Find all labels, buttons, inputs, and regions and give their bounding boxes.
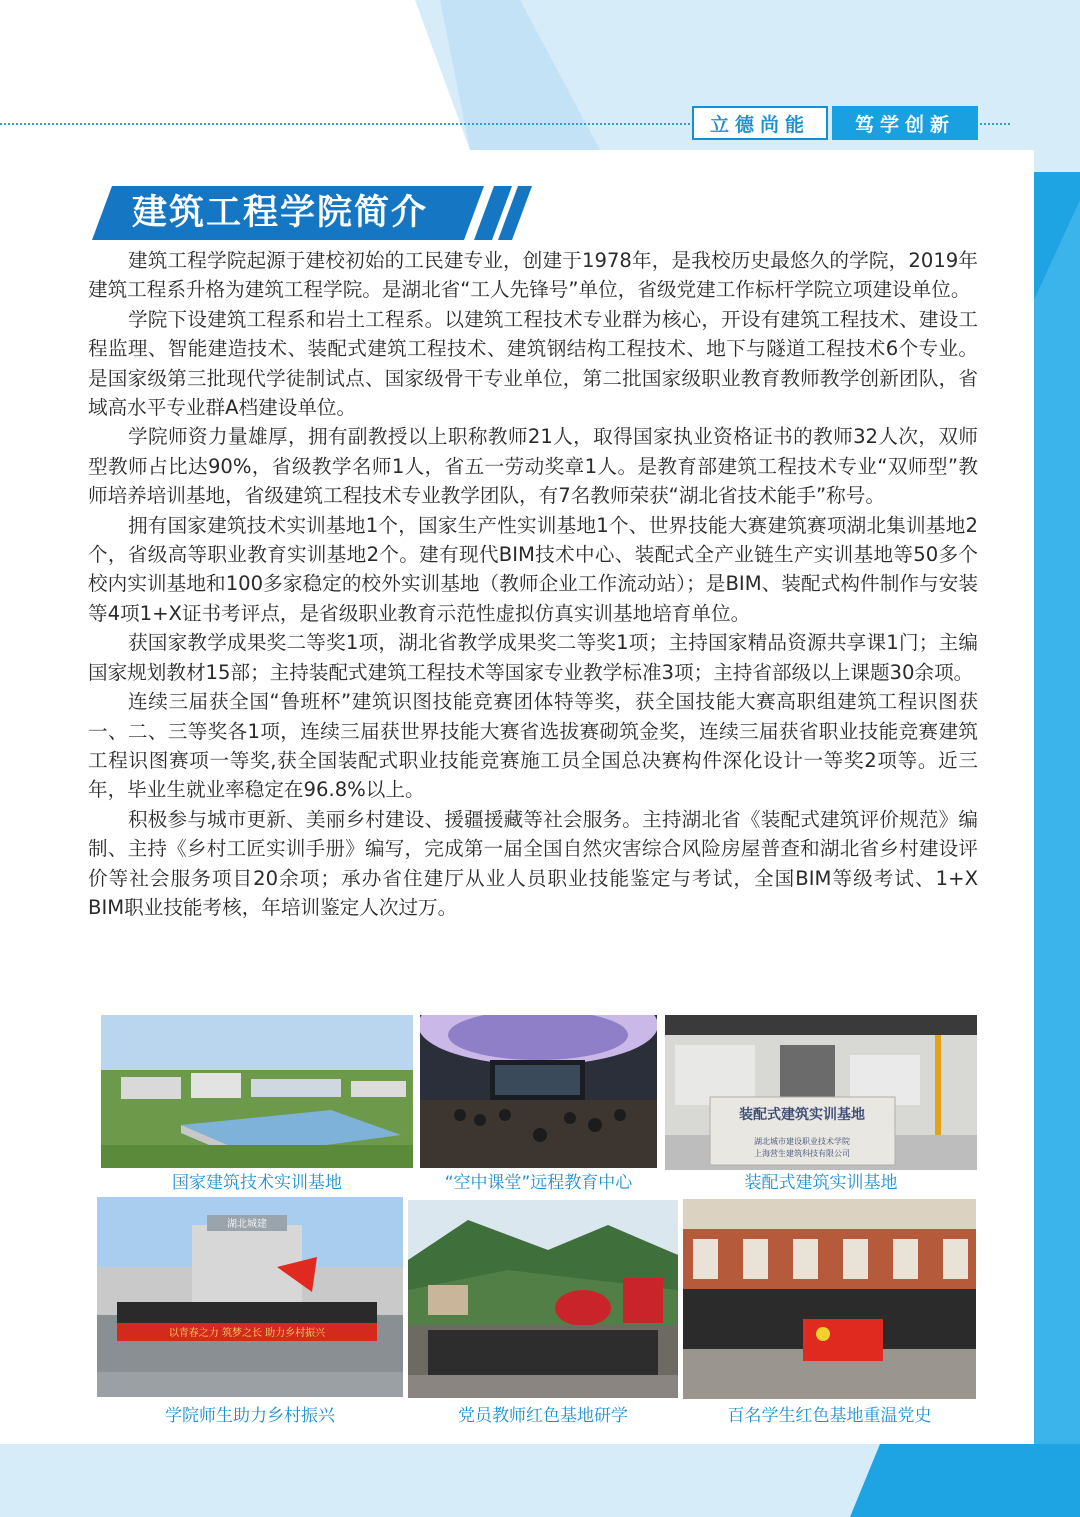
photo-red-base-study [408,1200,678,1398]
slogan-left: 立德尚能 [692,106,828,140]
section-title-banner [92,186,532,240]
photo-rural-revitalization [97,1197,403,1397]
paragraph: 拥有国家建筑技术实训基地1个，国家生产性实训基地1个、世界技能大赛建筑赛项湖北集训基地2个，省级高等职业教育实训基地2个。建有现代BIM技术中心、装配式全产业链生产实训基地等50多个校内实训基地和100多家稳定的校外实训基地（教师企业工作流动站）；是BIM、装配式构件制作与安装等4项1+X证书考评点，是省级职业教育示范性虚拟仿真实训基地培育单位。 [88,513,978,625]
banner-text: 以青春之力 筑梦之长 助力乡村振兴 [168,1328,326,1339]
photo-remote-education [420,1015,657,1168]
caption: “空中课堂”远程教育中心 [444,1173,633,1193]
paragraph: 学院下设建筑工程系和岩土工程系。以建筑工程技术专业群为核心，开设有建筑工程技术、建设工程监理、智能建造技术、装配式建筑工程技术、建筑钢结构工程技术、地下与隧道工程技术6个专业。是国家级第三批现代学徒制试点、国家级骨干专业单位，第二批国家级职业教育教师教学创新团队，省域高水平专业群A档建设单位。 [88,307,978,420]
photo-prefab-base [665,1015,977,1170]
photo-training-base [101,1015,413,1168]
building-sign: 湖北城建 [227,1219,267,1230]
paragraph: 连续三届获全国“鲁班杯”建筑识图技能竞赛团体特等奖，获全国技能大赛高职组建筑工程识图获一、二、三等奖各1项，连续三届获世界技能大赛省选拔赛砌筑金奖，连续三届获省职业技能竞赛建筑工程识图赛项一等奖,获全国装配式职业技能竞赛施工员全国总决赛构件深化设计一等奖2项等。近三年，毕业生就业率稳定在96.8%以上。 [88,690,978,802]
paragraph: 建筑工程学院起源于建校初始的工民建专业，创建于1978年，是我校历史最悠久的学院，2019年建筑工程系升格为建筑工程学院。是湖北省“工人先锋号”单位，省级党建工作标杆学院立项建设单位。 [88,249,978,302]
caption: 学院师生助力乡村振兴 [165,1406,335,1426]
caption: 国家建筑技术实训基地 [172,1173,342,1193]
paragraph: 获国家教学成果奖二等奖1项，湖北省教学成果奖二等奖1项；主持国家精品资源共享课1门；主编国家规划教材15部；主持装配式建筑工程技术等国家专业教学标准3项；主持省部级以上课题30余项。 [88,631,978,684]
paragraph: 积极参与城市更新、美丽乡村建设、援疆援藏等社会服务。主持湖北省《装配式建筑评价规范》编制、主持《乡村工匠实训手册》编写，完成第一届全国自然灾害综合风险房屋普查和湖北省乡村建设评价等社会服务项目20余项；承办省住建厅从业人员职业技能鉴定与考试，全国BIM等级考试、1+X BIM职业技能考核，年培训鉴定人次过万。 [88,807,978,919]
dotted-line-right [980,123,1010,125]
paragraph: 学院师资力量雄厚，拥有副教授以上职称教师21人，取得国家执业资格证书的教师32人次，双师型教师占比达90%，省级教学名师1人，省五一劳动奖章1人。是教育部建筑工程技术专业“双师型”教师培养培训基地，省级建筑工程技术专业教学团队，有7名教师荣获“湖北省技术能手”称号。 [88,425,978,508]
sign-title: 装配式建筑实训基地 [739,1107,865,1123]
dotted-line-left [0,123,690,125]
intro-body [88,246,978,922]
caption: 党员教师红色基地研学 [458,1406,628,1426]
section-title: 建筑工程学院简介 [132,193,429,233]
sign-line2: 湖北城市建设职业技术学院 [754,1137,850,1146]
photo-party-history [683,1199,976,1399]
sign-line3: 上海营生建筑科技有限公司 [754,1149,850,1158]
caption: 百名学生红色基地重温党史 [727,1406,932,1426]
caption: 装配式建筑实训基地 [744,1173,898,1193]
slogan-right: 笃学创新 [832,106,978,140]
